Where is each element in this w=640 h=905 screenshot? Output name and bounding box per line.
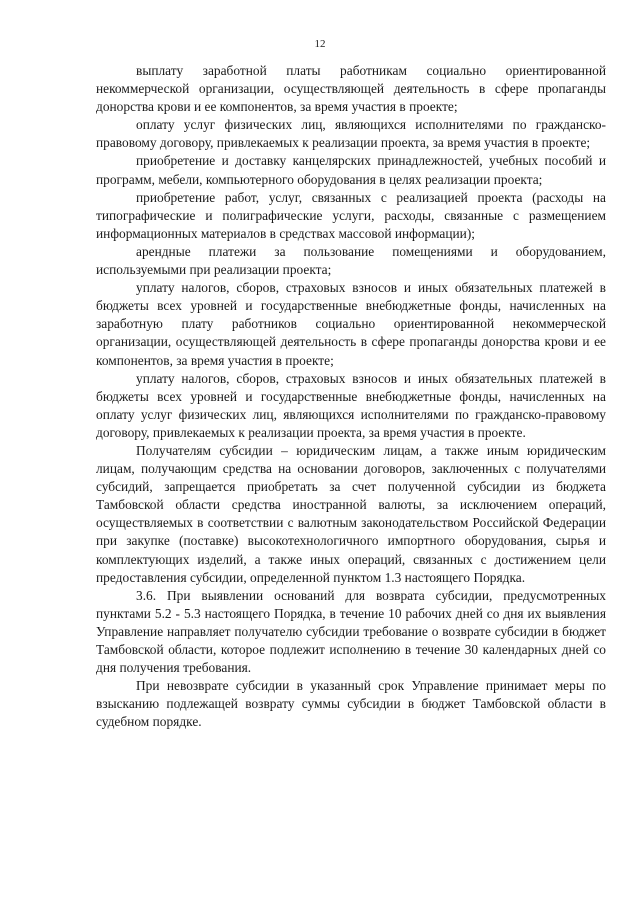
paragraph: выплату заработной платы работникам социально ориентированной некоммерческой организации, осуществляющей деятельность в сфере пропаганды донорства крови и ее компонентов, за время участия в проекте; xyxy=(96,63,606,115)
paragraph: При невозврате субсидии в указанный срок Управление принимает меры по взысканию подлежащей возврату суммы субсидии в бюджет Тамбовской области в судебном порядке. xyxy=(96,678,606,730)
paragraph: оплату услуг физических лиц, являющихся исполнителями по гражданско-правовому договору, привлекаемых к реализации проекта, за время участия в проекте; xyxy=(96,117,606,151)
paragraph: 3.6. При выявлении оснований для возврата субсидии, предусмотренных пунктами 5.2 - 5.3 настоящего Порядка, в течение 10 рабочих дней со дня их выявления Управление направляет получателю субсидии требование о возврате субсидии в бюджет Тамбовской области, которое подлежит исполнению в течение 30 календарных дней со дня получения требования. xyxy=(96,587,606,676)
paragraph: приобретение и доставку канцелярских принадлежностей, учебных пособий и программ, мебели, компьютерного оборудования в целях реализации проекта; xyxy=(96,153,606,187)
paragraph: арендные платежи за пользование помещениями и оборудованием, используемыми при реализации проекта; xyxy=(96,243,606,278)
paragraph: уплату налогов, сборов, страховых взносов и иных обязательных платежей в бюджеты всех уровней и государственные внебюджетные фонды, начисленных на заработную плату работников социально ориентированной некоммерческой организации, осуществляющей деятельность в сфере пропаганды донорства крови и ее компонентов, за время участия в проекте; xyxy=(96,280,606,368)
paragraph: уплату налогов, сборов, страховых взносов и иных обязательных платежей в бюджеты всех уровней и государственные внебюджетные фонды, начисленных на оплату услуг физических лиц, являющихся исполнителями по гражданско-правовому договору, привлекаемых к реализации проекта, за время участия в проекте. xyxy=(96,370,606,440)
paragraph: Получателям субсидии – юридическим лицам, а также иным юридическим лицам, получающим средства на основании договоров, заключенных с получателями субсидий, запрещается приобретать за счет полученной субсидии из бюджета Тамбовской области средства иностранной валюты, за исключением операций, осуществляемых в соответствии с валютным законодательством Российской Федерации при закупке (поставке) высокотехнологичного импортного оборудования, сырья и комплектующих изделий, а также иных операций, связанных с достижением цели предоставления субсидии, определенной пунктом 1.3 настоящего Порядка. xyxy=(96,442,606,585)
document-body xyxy=(96,62,606,731)
paragraph: приобретение работ, услуг, связанных с реализацией проекта (расходы на типографические и полиграфические услуги, расходы, связанные с размещением информационных материалов в средствах массовой информации); xyxy=(96,189,606,241)
page-number: 12 xyxy=(314,38,326,50)
